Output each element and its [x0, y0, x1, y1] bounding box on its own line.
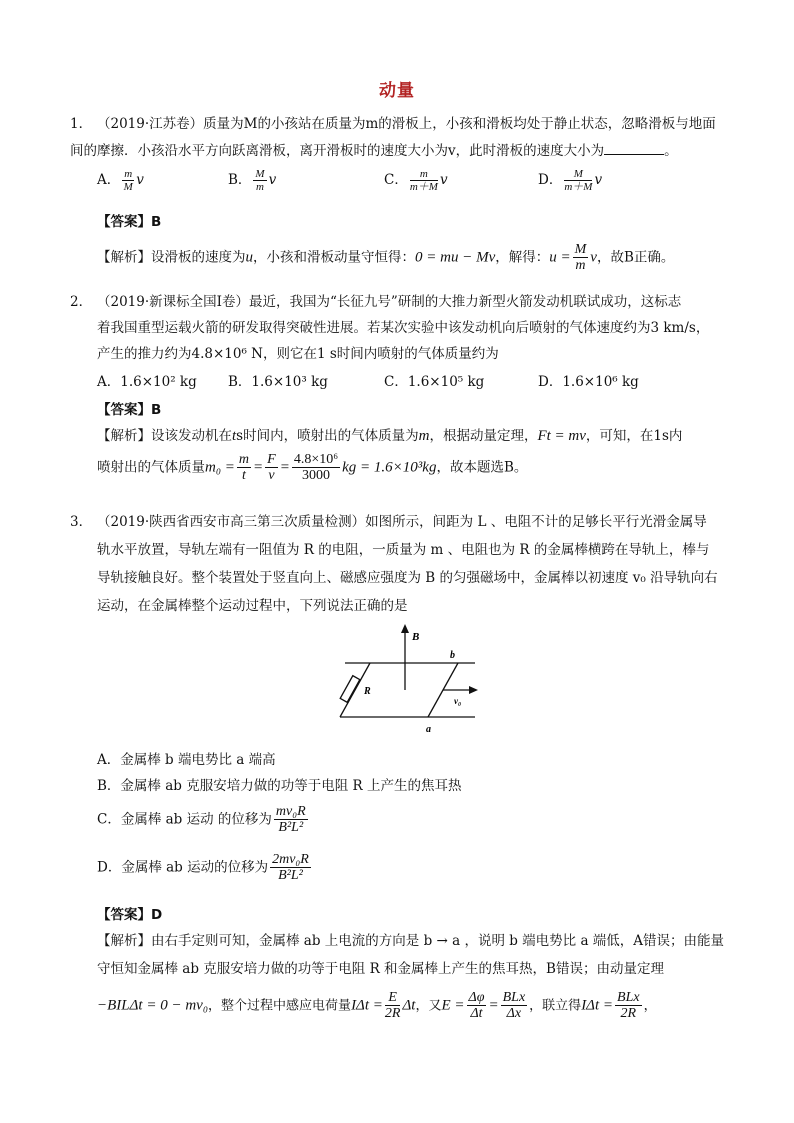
q1-answer: 【答案】B — [97, 214, 162, 230]
fraction-f-over-v — [265, 452, 278, 484]
q2-option-b: B．1.6×10³ kg — [228, 374, 328, 390]
fraction-e-over-2r — [385, 990, 401, 1022]
q1-analysis — [97, 242, 674, 274]
fraction-numerator: E — [385, 990, 401, 1006]
q1-line-1: （2019·江苏卷）质量为M的小孩站在质量为m的滑板上，小孩和滑板均处于静止状态，忽略滑板与地面 — [97, 116, 716, 132]
fraction-numerator: m — [238, 452, 250, 467]
q3-option-b: B．金属棒 ab 克服安培力做的功等于电阻 R 上产生的焦耳热 — [97, 778, 462, 794]
q2-number: 2． — [70, 294, 93, 310]
math-result: kg = 1.6×10³kg — [342, 459, 437, 476]
math-t: t — [232, 428, 237, 444]
fraction-blx-over-dx — [501, 990, 528, 1022]
label-b-end: b — [450, 650, 455, 661]
fraction-denominator: Δt — [470, 1006, 483, 1022]
q3-line-3: 导轨接触良好。整个装置处于竖直向上、磁感应强度为 B 的匀强磁场中，金属棒以初速度 v₀ 沿导轨向右 — [97, 570, 718, 586]
q2-line-2: 着我国重型运载火箭的研发取得突破性进展。若某次实验中该发动机向后喷射的气体速度约为3 km/s， — [97, 320, 710, 336]
option-label: B． — [228, 172, 252, 189]
velocity-arrow-head — [469, 686, 478, 694]
q2-option-d: D．1.6×10⁶ kg — [538, 374, 639, 390]
fraction-denominator: 3000 — [302, 468, 330, 484]
fraction-denominator: 2R — [620, 1006, 637, 1022]
q2-analysis-line-2 — [97, 452, 527, 484]
q1-line-2-end: 。 — [664, 143, 678, 159]
analysis-text: ，整个过程中感应电荷量 — [208, 998, 352, 1014]
q3-line-1: （2019·陕西省西安市高三第三次质量检测）如图所示，间距为 L 、电阻不计的足够长平行光滑金属导 — [97, 514, 707, 530]
analysis-text: 喷射出的气体质量 — [97, 459, 205, 476]
math-momentum-eq: 0 = mu − Mv — [415, 249, 496, 266]
solution-fraction — [573, 242, 589, 274]
option-suffix: v — [439, 172, 448, 189]
option-label: C． — [384, 172, 408, 189]
resistor — [340, 676, 360, 703]
page-title: 动量 — [379, 81, 415, 101]
q3-line-4: 运动，在金属棒整个运动过程中，下列说法正确的是 — [97, 598, 408, 614]
circuit-diagram — [330, 622, 490, 738]
analysis-text: ， — [643, 998, 657, 1014]
q1-option-a — [97, 168, 144, 193]
b-arrow-head — [401, 624, 409, 633]
q1-number: 1． — [70, 116, 93, 132]
fraction-denominator: m — [575, 258, 586, 274]
math-charge: IΔt = — [351, 997, 383, 1014]
analysis-text: ，解得： — [495, 249, 550, 266]
fraction-denominator: m — [256, 181, 264, 194]
fraction-denominator: m＋M — [409, 181, 438, 194]
q3-line-2: 轨水平放置，导轨左端有一阻值为 R 的电阻，一质量为 m 、电阻也为 R 的金属棒横跨在导轨上，棒与 — [97, 542, 710, 558]
fraction-denominator: B²L² — [278, 820, 304, 836]
fraction-numerator: m — [410, 168, 438, 181]
fraction-denominator: B²L² — [278, 868, 303, 884]
option-suffix: v — [268, 172, 277, 189]
answer-blank — [604, 142, 664, 155]
fraction-denominator: M — [123, 181, 133, 194]
label-resistor: R — [364, 686, 371, 697]
q3-option-c — [97, 804, 310, 836]
math-impulse-eq: −BILΔt = 0 − mv₀ — [97, 997, 209, 1014]
analysis-text: s时间内，喷射出的气体质量为 — [236, 428, 419, 444]
fraction-numerator: M — [564, 168, 592, 181]
analysis-text: ，联立得 — [529, 998, 582, 1014]
q1-option-c — [384, 168, 448, 193]
option-fraction — [253, 168, 266, 193]
fraction-numerator: 2mv₀R — [272, 852, 309, 867]
q2-option-a: A．1.6×10² kg — [97, 374, 197, 390]
fraction-numerator: m — [124, 168, 133, 180]
option-fraction — [564, 168, 592, 193]
fraction-m-over-t — [237, 452, 251, 484]
math-impulse-eq: Ft = mv — [537, 428, 586, 444]
fraction-denominator: Δx — [506, 1006, 522, 1022]
option-fraction — [122, 168, 134, 193]
label-b-field: B — [412, 631, 420, 643]
label-v0: v₀ — [454, 696, 462, 706]
fraction-numerator: M — [255, 168, 265, 180]
fraction-numerator: Δφ — [468, 990, 485, 1005]
analysis-text: ，小孩和滑板动量守恒得： — [253, 249, 415, 266]
option-fraction — [410, 168, 438, 193]
equals-sign: = — [488, 997, 499, 1014]
analysis-text: ，可知，在1s内 — [585, 428, 683, 444]
math-u: u — [245, 249, 253, 266]
option-c-fraction — [274, 804, 308, 836]
option-suffix: v — [594, 172, 603, 189]
option-text: C．金属棒 ab 运动 的位移为 — [97, 811, 272, 828]
q3-number: 3． — [70, 514, 93, 530]
q3-answer: 【答案】D — [97, 907, 163, 923]
fraction-numerator: mv₀R — [275, 804, 306, 819]
math-m0: m₀ = — [205, 459, 235, 476]
q2-answer: 【答案】B — [97, 402, 162, 418]
fraction-denominator: 2R — [384, 1006, 401, 1022]
q3-analysis-line-1: 【解析】由右手定则可知，金属棒 ab 上电流的方向是 b → a ，说明 b 端电势比 a 端低，A错误；由能量 — [97, 933, 725, 949]
equals-sign: = — [279, 459, 290, 476]
option-label: D． — [538, 172, 563, 189]
equals-sign: = — [253, 459, 264, 476]
analysis-text: ，故B正确。 — [596, 249, 675, 266]
fraction-denominator: t — [242, 468, 246, 484]
fraction-numerator: M — [574, 242, 587, 257]
analysis-text: ，根据动量定理， — [429, 428, 538, 444]
math-solution-left: u = — [549, 249, 571, 266]
option-suffix: v — [136, 172, 144, 189]
q3-analysis-line-3 — [97, 990, 657, 1022]
q3-analysis-line-2: 守恒知金属棒 ab 克服安培力做的功等于电阻 R 和金属棒上产生的焦耳热，B错误；由动量定理 — [97, 961, 664, 977]
q2-option-c: C．1.6×10⁵ kg — [384, 374, 485, 390]
math-emf: E = — [441, 997, 465, 1014]
fraction-denominator: v — [268, 468, 275, 484]
q2-line-1: （2019·新课标全国Ⅰ卷）最近，我国为“长征九号”研制的大推力新型火箭发动机联试成功，这标志 — [97, 294, 682, 310]
fraction-numerator: 4.8×10⁶ — [293, 452, 339, 467]
option-label: A． — [97, 172, 121, 189]
q1-line-2-text: 间的摩擦．小孩沿水平方向跃离滑板，离开滑板时的速度大小为v，此时滑板的速度大小为 — [70, 143, 605, 159]
q1-option-d — [538, 168, 602, 193]
math-charge-result: IΔt = — [581, 997, 614, 1014]
analysis-text: ，又 — [415, 998, 442, 1014]
analysis-text: 【解析】设滑板的速度为 — [97, 249, 246, 266]
q1-line-2 — [70, 139, 678, 159]
fraction-numerator: F — [267, 452, 276, 467]
analysis-text: ，故本题选B。 — [436, 459, 528, 476]
q3-option-a: A．金属棒 b 端电势比 a 端高 — [97, 752, 276, 768]
label-a-end: a — [426, 724, 431, 735]
q1-option-b — [228, 168, 276, 193]
q2-analysis-line-1 — [97, 424, 682, 445]
fraction-numerator: BLx — [502, 990, 526, 1005]
option-text: D．金属棒 ab 运动的位移为 — [97, 859, 269, 876]
fraction-denominator: m＋M — [564, 181, 593, 194]
math-solution-right: v — [590, 249, 597, 266]
option-d-fraction — [270, 852, 311, 884]
fraction-dphi-over-dt — [467, 990, 487, 1022]
fraction-blx-over-2r — [615, 990, 642, 1022]
math-dt: Δt — [402, 997, 416, 1014]
q3-option-d — [97, 852, 313, 884]
math-m: m — [418, 428, 430, 444]
analysis-text: 【解析】设该发动机在 — [97, 428, 232, 444]
fraction-numeric — [292, 452, 340, 484]
fraction-numerator: BLx — [617, 990, 640, 1005]
q2-line-3: 产生的推力约为4.8×10⁶ N，则它在1 s时间内喷射的气体质量约为 — [97, 346, 499, 362]
